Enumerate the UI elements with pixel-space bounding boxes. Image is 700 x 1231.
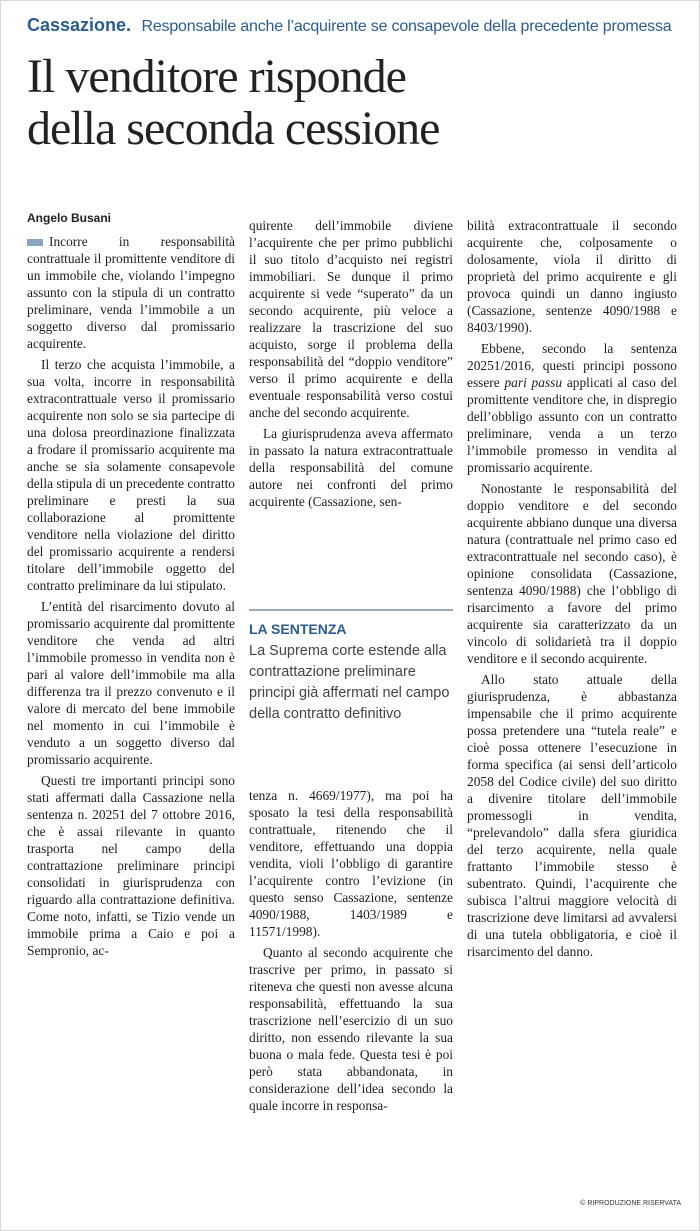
paragraph: La giurisprudenza aveva affermato in passato la natura extracontrattuale della responsabilità del comune autore nei confronti del primo acquirente (Cassazione, sen-: [249, 426, 453, 509]
headline-line-2: della seconda cessione: [27, 102, 440, 155]
paragraph: bilità extracontrattuale il secondo acquirente che, colposamente o dolosamente, viola il diritto di proprietà del primo acquirente e gli provoca quindi un danno ingiusto (Cassazione, sentenze 4090/1988 e 8403/1990).: [467, 218, 677, 335]
paragraph-text: Incorre in responsabilità contrattuale il promittente venditore di un immobile che, violando l’impegno assunto con la stipula di un contratto preliminare, venda l’immobile a un soggetto diverso dal promissario acquirente.: [27, 234, 235, 351]
paragraph: Nonostante le responsabilità del doppio venditore e del secondo acquirente abbiano dunque una diversa natura (contrattuale nel primo caso ed extracontrattuale nel secondo caso), è opinione consolidata (Cassazione, sentenza 4090/1988) che l’obbligo di risarcimento a favore del primo acquirente sia caratterizzato da un vincolo di solidarietà tra il doppio venditore e il secondo acquirente.: [467, 481, 677, 666]
paragraph: [467, 340, 677, 476]
headline-line-1: Il venditore risponde: [27, 50, 406, 103]
kicker-subtitle: Responsabile anche l’acquirente se consapevole della precedente promessa: [141, 18, 672, 35]
copyright-notice: © RIPRODUZIONE RISERVATA: [580, 1200, 681, 1207]
paragraph-text: applicati al caso del promittente venditore che, in dispregio dell’obbligo assunto con un contratto preliminare, venda a un terzo l’immobile promesso in vendita al promissario acquirente.: [467, 375, 677, 475]
sidebar-box: [249, 609, 453, 725]
paragraph: Allo stato attuale della giurisprudenza, è abbastanza impensabile che il primo acquirente possa pretendere una “tutela reale” e cioè possa ottenere l’esecuzione in forma specifica (ai sensi dell’articolo 2058 del Codice civile) del suo diritto a divenire titolare dell’immobile promessogli in vendita, “prelevandolo” dalla sfera giuridica del terzo acquirente, nella quale frattanto l’immobile stesso è subentrato. Quindi, l’acquirente che subisca l’altrui maggiore velocità di trascrizione deve limitarsi ad avvalersi di una tutela obbligatoria, e cioè il risarcimento del danno.: [467, 672, 677, 959]
sidebar-label: LA SENTENZA: [249, 621, 347, 637]
column-2-top: [249, 217, 453, 510]
paragraph: [27, 233, 235, 352]
column-2-bottom: [249, 787, 453, 1114]
column-3: [467, 217, 677, 960]
headline: [27, 51, 687, 155]
paragraph: tenza n. 4669/1977), ma poi ha sposato la tesi della responsabilità contrattuale, ritenendo che il venditore, effettuando una doppia vendita, violi l’obbligo di garantire l’acquirente contro l’evizione (in questo senso Cassazione, sentenze 4090/1988, 1403/1989 e 11571/1998).: [249, 788, 453, 939]
paragraph: Questi tre importanti principi sono stati affermati dalla Cassazione nella sentenza n. 20251 del 7 ottobre 2016, che è assai rilevante in quanto trasporta nel campo della contrattazione preliminare principi consolidati in giurisprudenza con riguardo alla contrattazione definitiva. Come noto, infatti, se Tizio vende un immobile prima a Caio e poi a Sempronio, ac-: [27, 773, 235, 958]
sidebar-text: La Suprema corte estende alla contrattazione preliminare principi già affermati nel campo della contratto definitivo: [249, 643, 450, 722]
column-1: [27, 233, 235, 959]
paragraph-marker-icon: [27, 239, 43, 246]
paragraph: L’entità del risarcimento dovuto al promissario acquirente dal promittente venditore che venda ad altri l’immobile promesso in vendita non è pari al valore dell’immobile ma alla differenza tra il prezzo convenuto e il valore di mercato del bene immobile nel momento in cui l’immobile è venduto a un soggetto diverso dal promissario acquirente.: [27, 599, 235, 767]
paragraph: Quanto al secondo acquirente che trascrive per primo, in passato si riteneva che questi non avesse alcuna responsabilità, effettuando la sua trascrizione nell’esercizio di un suo diritto, non essendo rilevante la sua buona o mala fede. Questa tesi è poi però stata abbandonata, in considerazione dell’idea secondo la quale incorre in responsa-: [249, 945, 453, 1113]
byline: Angelo Busani: [27, 211, 112, 225]
paragraph-text: Ebbene, secondo la sentenza 20251/2016, questi principi possono essere: [467, 341, 677, 390]
kicker: [27, 15, 671, 36]
paragraph: quirente dell’immobile diviene l’acquirente che per primo pubblichi il suo titolo d’acquisto nei registri immobiliari. Se dunque il primo acquirente si vede “superato” da un secondo acquirente, più veloce a realizzare la trascrizione del suo acquisto, sorge il problema della responsabilità del “doppio venditore” verso il primo acquirente e della eventuale responsabilità verso costui anche del secondo acquirente.: [249, 218, 453, 420]
section-label: Cassazione.: [27, 15, 132, 35]
paragraph: Il terzo che acquista l’immobile, a sua volta, incorre in responsabilità extracontrattuale verso il promissario acquirente non solo se sia partecipe di una dolosa preordinazione finalizzata a frodare il promissario acquirente ma anche se sia solamente consapevole della stipula di un precedente contratto preliminare e presti la sua collaborazione al promittente venditore nella violazione del diritto del promissario acquirente a rendersi titolare dell’immobile oggetto del contratto preliminare da lui stipulato.: [27, 357, 235, 593]
italic-phrase: pari passu: [504, 375, 563, 390]
